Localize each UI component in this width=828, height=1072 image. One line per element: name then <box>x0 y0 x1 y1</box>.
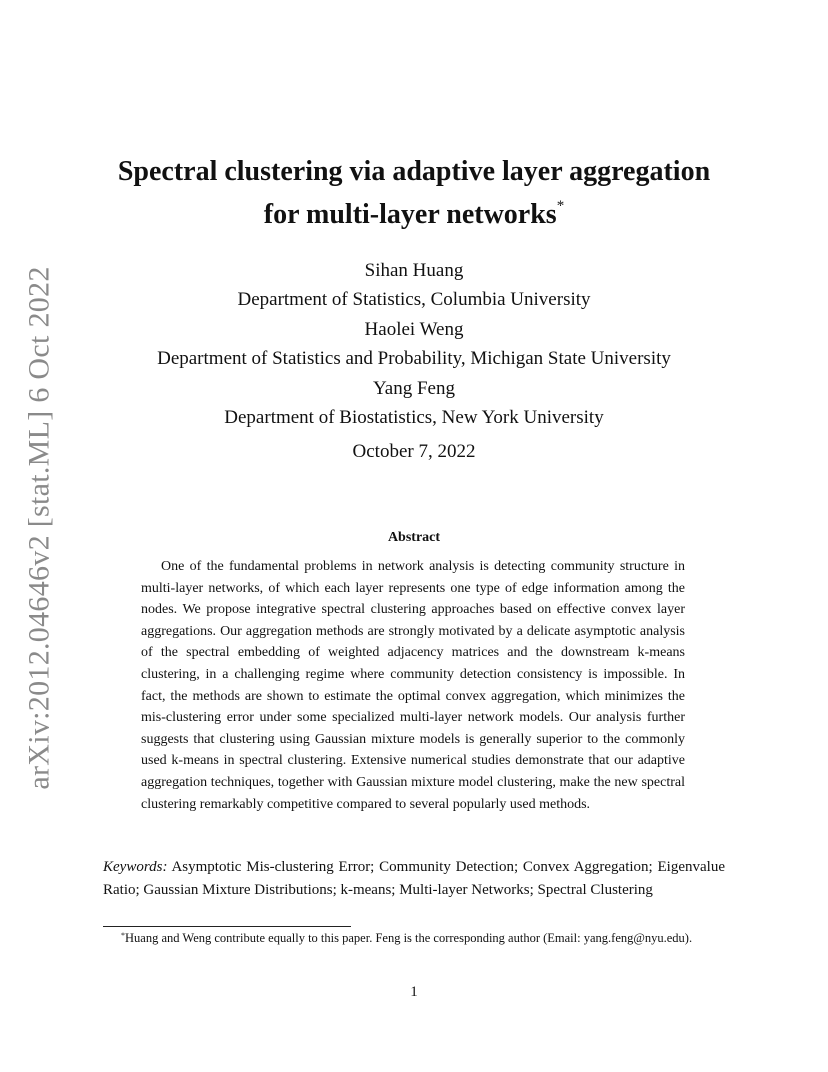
arxiv-identifier-text: arXiv:2012.04646v2 [stat.ML] 6 Oct 2022 <box>23 266 57 790</box>
footnote-divider <box>103 926 351 927</box>
author-affiliation: Department of Biostatistics, New York University <box>224 407 604 429</box>
author-affiliation: Department of Statistics and Probability, Michigan State University <box>157 348 671 370</box>
title-line-2: for multi-layer networks <box>263 199 557 230</box>
keywords-text: Asymptotic Mis-clustering Error; Community Detection; Convex Aggregation; Eigenvalue Ratio; Gaussian Mixture Distributions; k-means; Multi-layer Networks; Spectral Clustering <box>103 859 725 898</box>
footnote <box>103 930 725 947</box>
footnote-text: Huang and Weng contribute equally to this paper. Feng is the corresponding author (Email: yang.feng@nyu.edu). <box>125 931 693 945</box>
title-footnote-marker: * <box>556 198 565 214</box>
author-block <box>100 256 728 432</box>
keywords <box>103 856 725 901</box>
author-name: Sihan Huang <box>364 260 464 281</box>
paper-title <box>80 150 748 236</box>
author-name: Yang Feng <box>372 377 455 399</box>
arxiv-identifier <box>18 266 62 790</box>
footnote-marker: * <box>121 931 125 940</box>
title-line-1: Spectral clustering via adaptive layer aggregation <box>117 156 711 187</box>
author-affiliation: Department of Statistics, Columbia University <box>237 289 591 311</box>
page-number: 1 <box>410 984 418 1000</box>
keywords-label: Keywords: <box>103 859 168 875</box>
author-name: Haolei Weng <box>364 318 464 340</box>
abstract-text: One of the fundamental problems in network analysis is detecting community structure in multi-layer networks, of which each layer represents one type of edge information among the nodes. We propose integrative spectral clustering approaches based on effective convex layer aggregations. Our aggregation methods are strongly motivated by a delicate asymptotic analysis of the spectral embedding of weighted adjacency matrices and the downstream k-means clustering, in a challenging regime where community detection consistency is impossible. In fact, the methods are shown to estimate the optimal convex aggregation, which minimizes the mis-clustering error under some specialized multi-layer network models. Our analysis further suggests that clustering using Gaussian mixture models is generally superior to the commonly used k-means in spectral clustering. Extensive numerical studies demonstrate that our adaptive aggregation techniques, together with Gaussian mixture model clustering, make the new spectral clustering remarkably competitive compared to several popularly used methods. <box>141 559 685 812</box>
abstract-heading: Abstract <box>387 530 441 545</box>
paper-date: October 7, 2022 <box>352 441 476 462</box>
